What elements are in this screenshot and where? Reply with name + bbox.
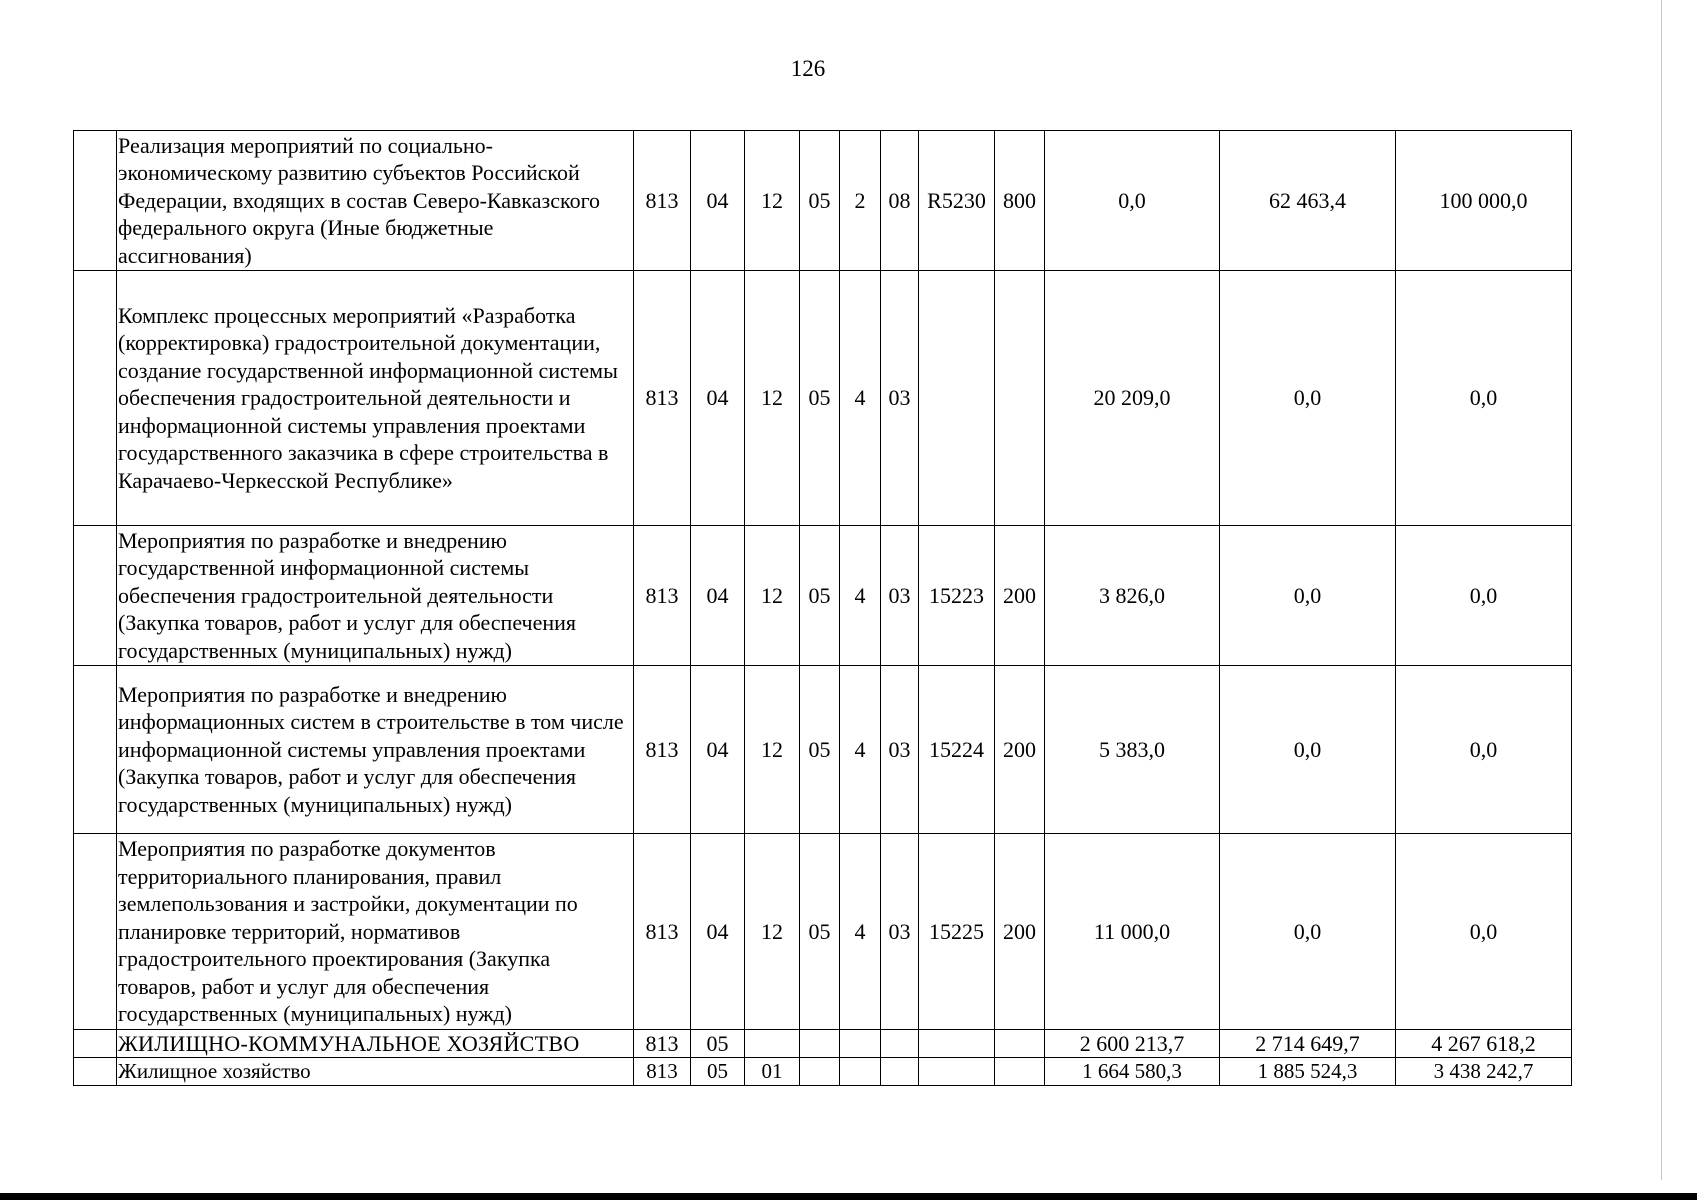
amount-year-1: 5 383,0: [1045, 666, 1220, 834]
item-name: Мероприятия по разработке документов территориального планирования, правил землепользования и застройки, документации по планировке территорий, нормативов градостроительного проектирования (Закупка товаров, работ и услуг для обеспечения государственных (муниципальных) нужд): [117, 834, 634, 1030]
section-code: 04: [691, 526, 745, 666]
amount-year-2: 62 463,4: [1220, 131, 1396, 271]
item-name: ЖИЛИЩНО-КОММУНАЛЬНОЕ ХОЗЯЙСТВО: [117, 1030, 634, 1058]
direction-code: [919, 1030, 995, 1058]
section-code: 05: [691, 1058, 745, 1086]
ministry-code: 813: [634, 666, 691, 834]
amount-year-2: 1 885 524,3: [1220, 1058, 1396, 1086]
expense-type-code: 200: [995, 666, 1045, 834]
section-code: 04: [691, 271, 745, 526]
expense-type-code: 200: [995, 526, 1045, 666]
expense-type-code: 200: [995, 834, 1045, 1030]
subprogram-code: [840, 1058, 881, 1086]
amount-year-3: 0,0: [1396, 271, 1572, 526]
amount-year-3: 0,0: [1396, 834, 1572, 1030]
ministry-code: 813: [634, 1030, 691, 1058]
amount-year-1: 2 600 213,7: [1045, 1030, 1220, 1058]
table-row-section-total: [74, 1030, 1572, 1058]
program-code: 05: [800, 834, 840, 1030]
number-cell: [74, 131, 117, 271]
expense-type-code: [995, 1030, 1045, 1058]
number-cell: [74, 834, 117, 1030]
expense-type-code: [995, 271, 1045, 526]
direction-code: R5230: [919, 131, 995, 271]
section-code: 04: [691, 131, 745, 271]
direction-code: 15223: [919, 526, 995, 666]
amount-year-1: 0,0: [1045, 131, 1220, 271]
amount-year-2: 2 714 649,7: [1220, 1030, 1396, 1058]
expense-type-code: [995, 1058, 1045, 1086]
ministry-code: 813: [634, 526, 691, 666]
ministry-code: 813: [634, 131, 691, 271]
subsection-code: 01: [745, 1058, 800, 1086]
item-name: Мероприятия по разработке и внедрению информационных систем в строительстве в том числе информационной системы управления проектами (Закупка товаров, работ и услуг для обеспечения государственных (муниципальных) нужд): [117, 666, 634, 834]
number-cell: [74, 526, 117, 666]
amount-year-3: 3 438 242,7: [1396, 1058, 1572, 1086]
expense-type-code: 800: [995, 131, 1045, 271]
event-code: [881, 1058, 919, 1086]
table-row: [74, 271, 1572, 526]
subsection-code: 12: [745, 666, 800, 834]
ministry-code: 813: [634, 834, 691, 1030]
subsection-code: 12: [745, 131, 800, 271]
table-row: [74, 131, 1572, 271]
item-name: Мероприятия по разработке и внедрению государственной информационной системы обеспечения градостроительной деятельности (Закупка товаров, работ и услуг для обеспечения государственных (муниципальных) нужд): [117, 526, 634, 666]
direction-code: 15225: [919, 834, 995, 1030]
amount-year-2: 0,0: [1220, 666, 1396, 834]
amount-year-2: 0,0: [1220, 834, 1396, 1030]
program-code: [800, 1030, 840, 1058]
subsection-code: 12: [745, 834, 800, 1030]
amount-year-3: 100 000,0: [1396, 131, 1572, 271]
program-code: 05: [800, 666, 840, 834]
event-code: 03: [881, 834, 919, 1030]
amount-year-1: 20 209,0: [1045, 271, 1220, 526]
direction-code: [919, 271, 995, 526]
event-code: 03: [881, 666, 919, 834]
number-cell: [74, 1030, 117, 1058]
amount-year-2: 0,0: [1220, 526, 1396, 666]
amount-year-1: 11 000,0: [1045, 834, 1220, 1030]
direction-code: [919, 1058, 995, 1086]
number-cell: [74, 271, 117, 526]
subprogram-code: 2: [840, 131, 881, 271]
page-number: 126: [790, 56, 826, 81]
event-code: 03: [881, 271, 919, 526]
event-code: 08: [881, 131, 919, 271]
item-name: Жилищное хозяйство: [117, 1058, 634, 1086]
section-code: 04: [691, 834, 745, 1030]
subsection-code: 12: [745, 271, 800, 526]
event-code: [881, 1030, 919, 1058]
table-row: [74, 666, 1572, 834]
table-row: [74, 834, 1572, 1030]
subprogram-code: 4: [840, 666, 881, 834]
item-name: Комплекс процессных мероприятий «Разработка (корректировка) градостроительной документации, создание государственной информационной системы обеспечения градостроительной деятельности и информационной системы управления проектами государственного заказчика в сфере строительства в Карачаево-Черкесской Республике»: [117, 271, 634, 526]
amount-year-3: 0,0: [1396, 666, 1572, 834]
subsection-code: [745, 1030, 800, 1058]
ministry-code: 813: [634, 271, 691, 526]
budget-table: [73, 130, 1572, 1086]
number-cell: [74, 666, 117, 834]
program-code: 05: [800, 271, 840, 526]
ministry-code: 813: [634, 1058, 691, 1086]
subprogram-code: 4: [840, 526, 881, 666]
table-row: [74, 526, 1572, 666]
program-code: [800, 1058, 840, 1086]
program-code: 05: [800, 526, 840, 666]
table-row-subsection-total: [74, 1058, 1572, 1086]
scan-edge-line: [1661, 0, 1662, 1180]
item-name: Реализация мероприятий по социально-экономическому развитию субъектов Российской Федерации, входящих в состав Северо-Кавказского федерального округа (Иные бюджетные ассигнования): [117, 131, 634, 271]
number-cell: [74, 1058, 117, 1086]
event-code: 03: [881, 526, 919, 666]
amount-year-3: 4 267 618,2: [1396, 1030, 1572, 1058]
program-code: 05: [800, 131, 840, 271]
section-code: 05: [691, 1030, 745, 1058]
scan-bottom-edge: [0, 1193, 1697, 1200]
amount-year-3: 0,0: [1396, 526, 1572, 666]
direction-code: 15224: [919, 666, 995, 834]
section-code: 04: [691, 666, 745, 834]
subprogram-code: [840, 1030, 881, 1058]
subprogram-code: 4: [840, 834, 881, 1030]
amount-year-2: 0,0: [1220, 271, 1396, 526]
amount-year-1: 3 826,0: [1045, 526, 1220, 666]
subsection-code: 12: [745, 526, 800, 666]
amount-year-1: 1 664 580,3: [1045, 1058, 1220, 1086]
subprogram-code: 4: [840, 271, 881, 526]
